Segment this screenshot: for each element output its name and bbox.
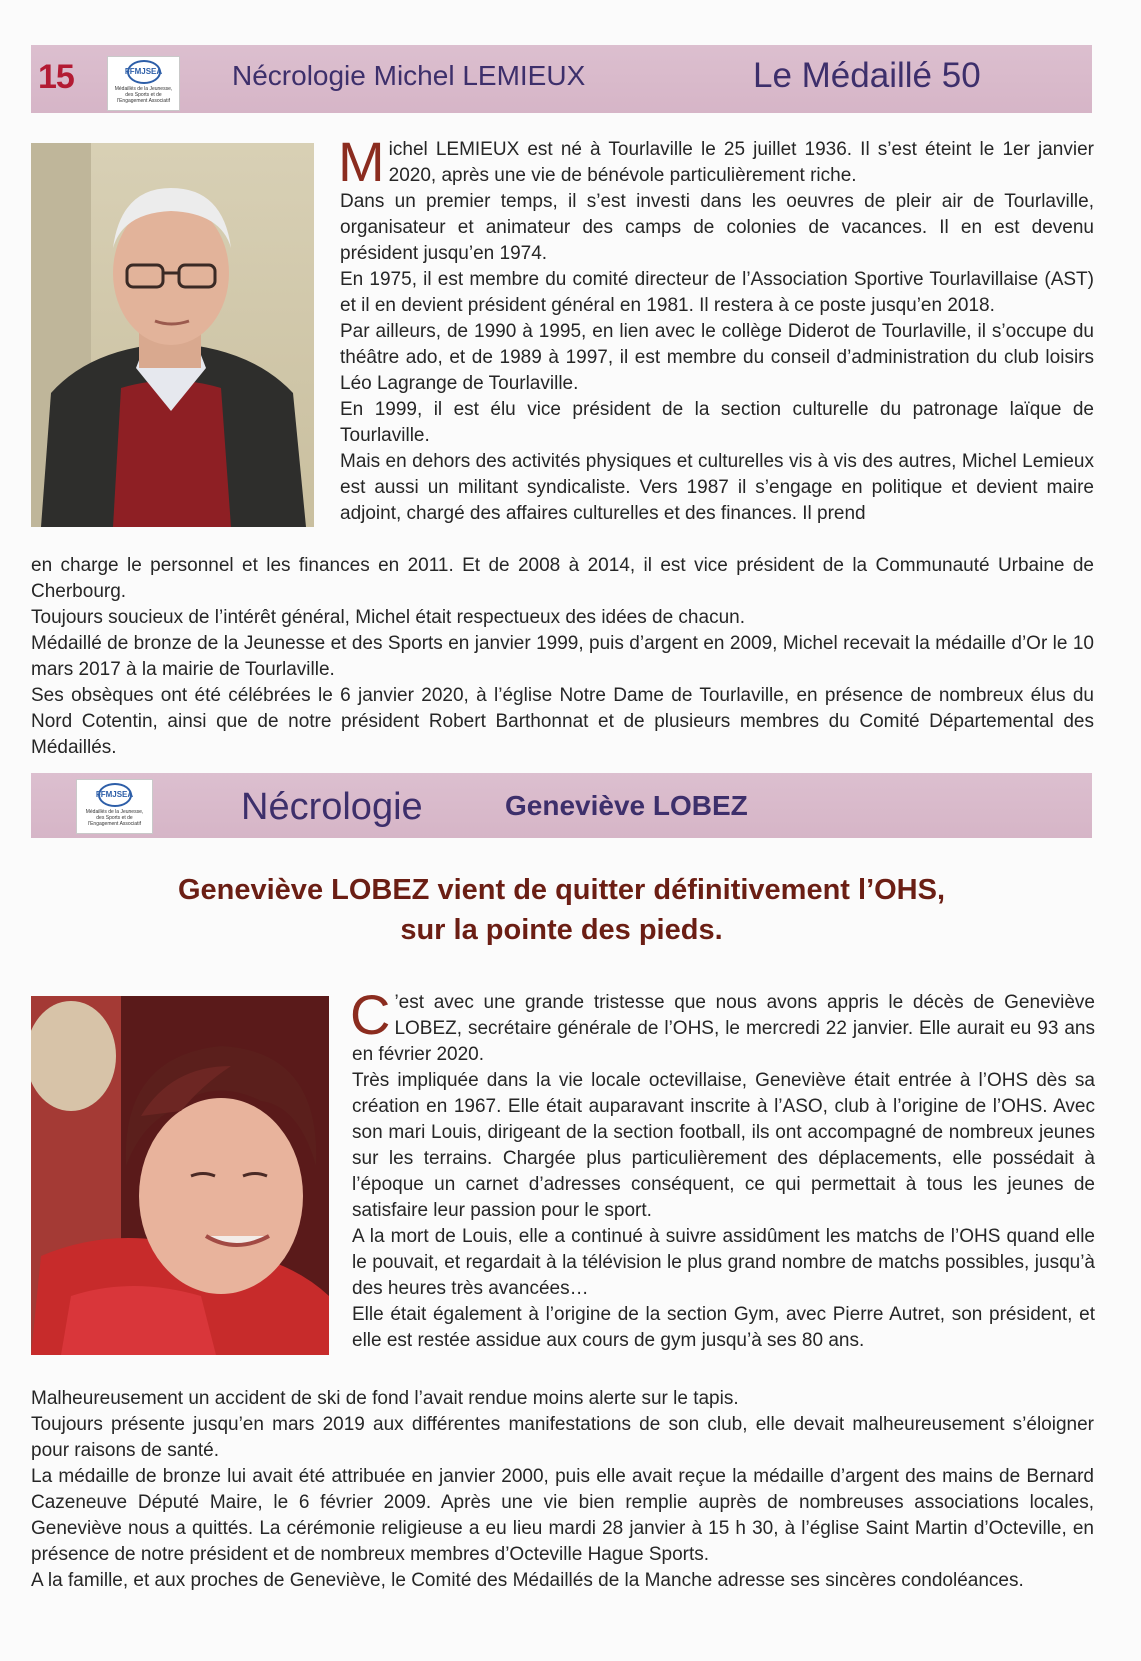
paragraph: Très impliquée dans la vie locale octevillaise, Geneviève était entrée à l’OHS dès sa création en 1967. Elle était auparavant inscrite à l’ASO, club à l’origine de l’OHS. Avec son mari Louis, dirigeant de la section football, ils ont accompagné de nombreux jeunes sur les terrains. Chargée plus particulièrement des déplacements, elle possédait à l’époque un carnet d’adresses conséquent, ce qui permettait à tous les jeunes de satisfaire leur passion pour le sport. bbox=[352, 1070, 1095, 1221]
paragraph: Toujours soucieux de l’intérêt général, Michel était respectueux des idées de chacun. bbox=[31, 607, 745, 628]
paragraph: A la mort de Louis, elle a continué à suivre assidûment les matchs de l’OHS quand elle le pouvait, et regardait à la télévision le plus grand nombre de matchs possibles, jusqu’à des heures très avancées… bbox=[352, 1226, 1095, 1299]
paragraph: En 1975, il est membre du comité directeur de l’Association Sportive Tourlavillaise (AST) et il en devient président général en 1981. Il restera à ce poste jusqu’en 2018. bbox=[340, 269, 1094, 316]
logo-emblem: FFMJSEA bbox=[127, 60, 161, 84]
article-lemieux-full-width bbox=[31, 553, 1094, 761]
paragraph: Dans un premier temps, il s’est investi dans les oeuvres de pleir air de Tourlaville, organisateur et animateur des camps de colonies de vacances. Il en est devenu président jusqu’en 1974. bbox=[340, 191, 1094, 264]
article-lemieux-column bbox=[338, 130, 1094, 527]
article-lobez-intro: ’est avec une grande tristesse que nous avons appris le décès de Geneviève LOBEZ, secrétaire générale de l’OHS, le mercredi 22 janvier. Elle aurait eu 93 ans en février 2020. bbox=[352, 992, 1095, 1065]
paragraph: Ses obsèques ont été célébrées le 6 janvier 2020, à l’église Notre Dame de Tourlaville, en présence de nombreux élus du Nord Cotentin, ainsi que de notre président Robert Barthonnat et de plusieurs membres du Comité Départemental des Médaillés. bbox=[31, 685, 1094, 758]
section-name-lobez: Geneviève LOBEZ bbox=[505, 790, 748, 821]
dropcap-c: C bbox=[350, 983, 391, 1046]
article-lobez-full-width bbox=[31, 1386, 1094, 1594]
article-lemieux-intro: ichel LEMIEUX est né à Tourlaville le 25 juillet 1936. Il s’est éteint le 1er janvier 2020, après une vie de bénévole particulièrement riche. bbox=[388, 139, 1094, 186]
section-title-lemieux: Nécrologie Michel LEMIEUX bbox=[232, 60, 586, 91]
paragraph: Malheureusement un accident de ski de fond l’avait rendue moins alerte sur le tapis. bbox=[31, 1388, 739, 1409]
paragraph: Mais en dehors des activités physiques et culturelles vis à vis des autres, Michel Lemieux est aussi un militant syndicaliste. Vers 1987 il s’engage en politique et devient maire adjoint, chargé des affaires culturelles et des finances. Il prend bbox=[340, 451, 1094, 524]
paragraph: Par ailleurs, de 1990 à 1995, en lien avec le collège Diderot de Tourlaville, il s’occupe du théâtre ado, et de 1989 à 1997, il est membre du conseil d’administration du club loisirs Léo Lagrange de Tourlaville. bbox=[340, 321, 1094, 394]
ffmjsea-logo bbox=[107, 56, 180, 111]
paragraph: Médaillé de bronze de la Jeunesse et des Sports en janvier 1999, puis d’argent en 2009, Michel recevait la médaille d’Or le 10 mars 2017 à la mairie de Tourlaville. bbox=[31, 633, 1094, 680]
paragraph: en charge le personnel et les finances en 2011. Et de 2008 à 2014, il est vice président de la Communauté Urbaine de Cherbourg. bbox=[31, 555, 1094, 602]
paragraph: Toujours présente jusqu’en mars 2019 aux différentes manifestations de son club, elle devait malheureusement s’éloigner pour raisons de santé. bbox=[31, 1414, 1094, 1461]
dropcap-m: M bbox=[338, 130, 385, 193]
headline-line-2: sur la pointe des pieds. bbox=[400, 914, 723, 946]
article-lobez-column bbox=[350, 983, 1095, 1354]
headline-line-1: Geneviève LOBEZ vient de quitter définitivement l’OHS, bbox=[177, 874, 946, 906]
section-title-necrologie: Nécrologie bbox=[241, 786, 423, 828]
paragraph: La médaille de bronze lui avait été attribuée en janvier 2000, puis elle avait reçue la médaille d’argent des mains de Bernard Cazeneuve Député Maire, le 6 février 2009. Après une vie bien remplie auprès de nombreuses associations locales, Geneviève nous a quittés. La cérémonie religieuse a eu lieu mardi 28 janvier à 15 h 30, à l’église Saint Martin d’Octeville, en présence de notre président et de nombreux membres d’Octeville Hague Sports. bbox=[31, 1466, 1094, 1565]
portrait-genevieve-lobez bbox=[31, 996, 329, 1355]
ffmjsea-logo bbox=[76, 779, 153, 834]
article-lobez-headline bbox=[31, 870, 1092, 950]
logo-emblem: FFMJSEA bbox=[98, 783, 132, 807]
paragraph: Elle était également à l’origine de la section Gym, avec Pierre Autret, son président, et elle est restée assidue aux cours de gym jusqu’à ses 80 ans. bbox=[352, 1304, 1095, 1351]
logo-caption: Médaillés de la Jeunesse, des Sports et de l'Engagement Associatif bbox=[114, 86, 173, 104]
logo-caption: Médaillés de la Jeunesse, des Sports et de l'Engagement Associatif bbox=[85, 809, 144, 827]
magazine-title: Le Médaillé 50 bbox=[753, 56, 981, 95]
page-number: 15 bbox=[38, 58, 74, 96]
portrait-michel-lemieux bbox=[31, 143, 314, 527]
paragraph: A la famille, et aux proches de Geneviève, le Comité des Médaillés de la Manche adresse ses sincères condoléances. bbox=[31, 1570, 1024, 1591]
paragraph: En 1999, il est élu vice président de la section culturelle du patronage laïque de Tourlaville. bbox=[340, 399, 1094, 446]
